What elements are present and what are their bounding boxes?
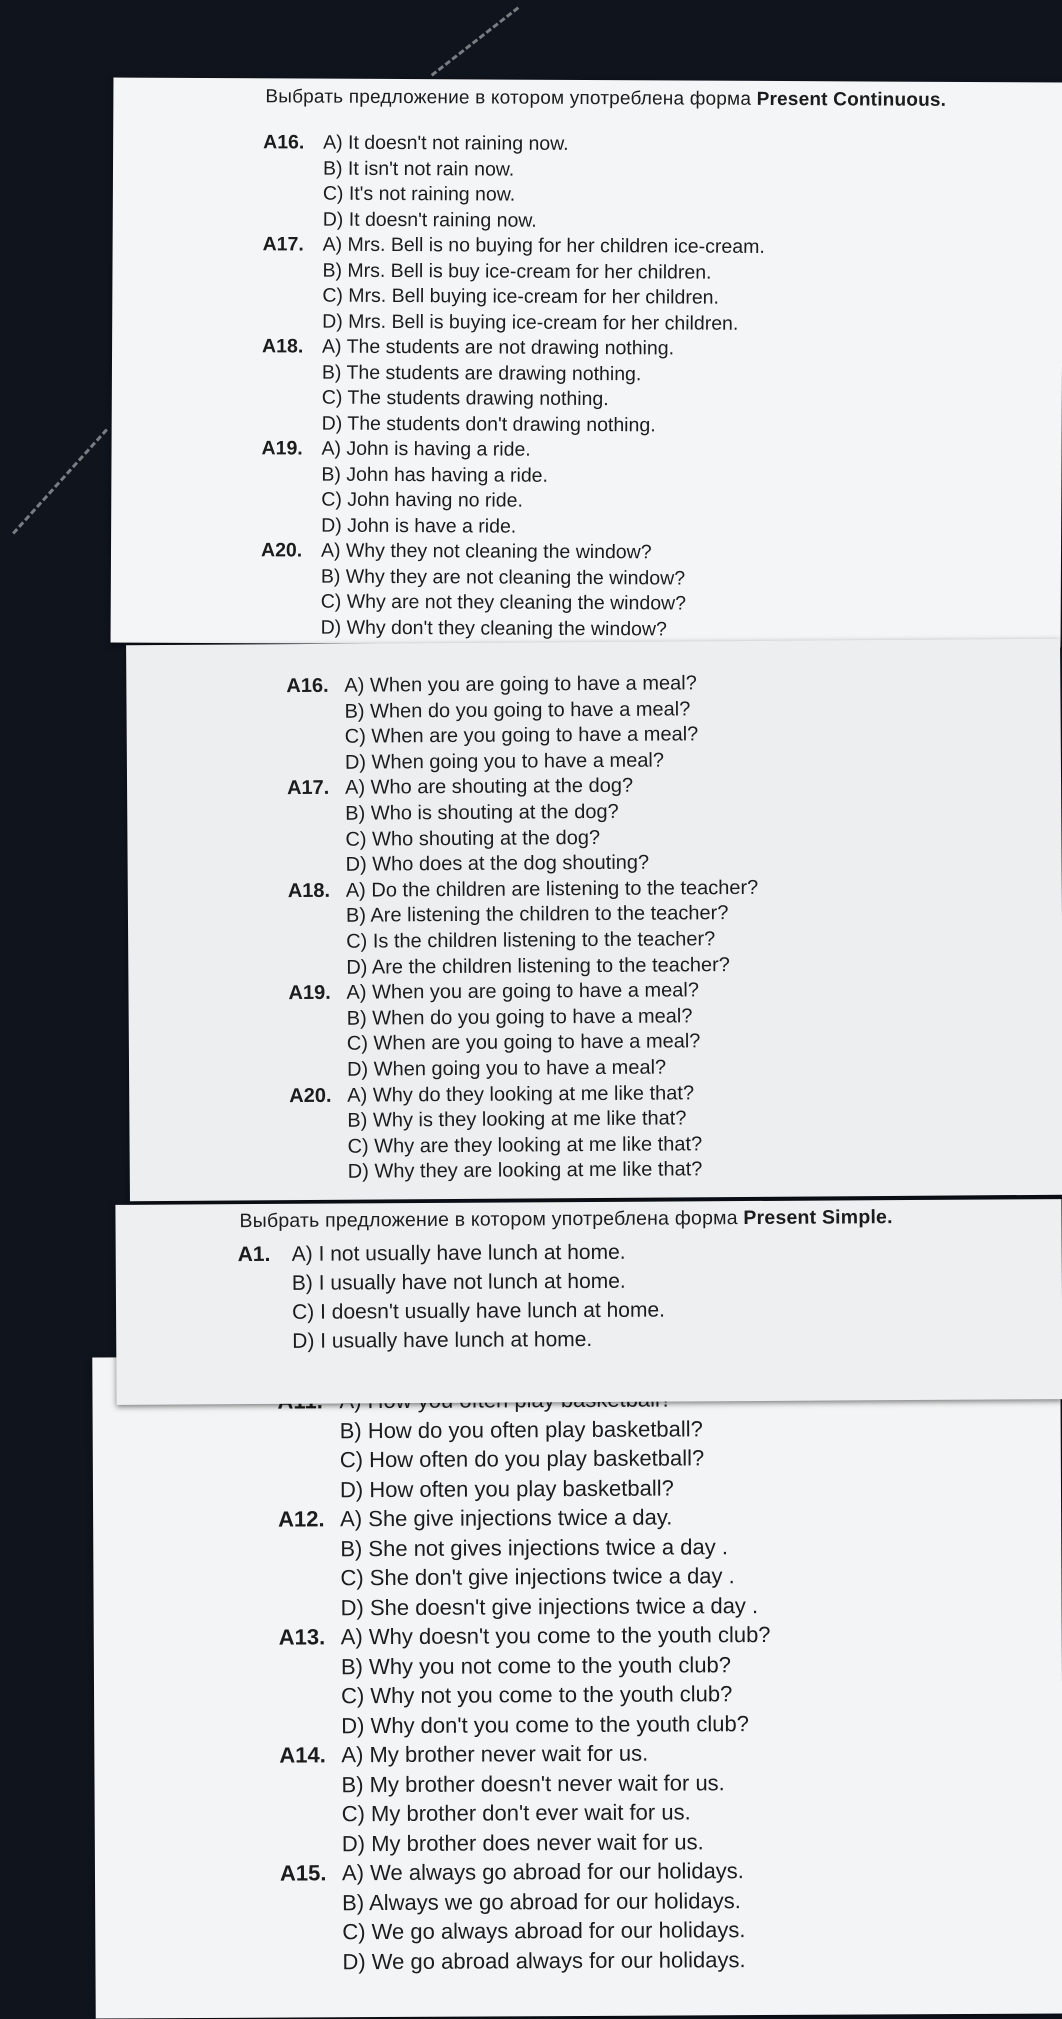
answer-options bbox=[347, 1080, 760, 1185]
answer-option: C) We go always abroad for our holidays. bbox=[342, 1917, 746, 1945]
answer-option: C) She don't give injections twice a day . bbox=[340, 1563, 735, 1591]
answer-option: A) It doesn't not raining now. bbox=[323, 131, 569, 155]
answer-option: D) She doesn't give injections twice a day . bbox=[340, 1592, 759, 1620]
answer-option: C) Why are they looking at me like that? bbox=[347, 1132, 703, 1158]
question-number: A20. bbox=[289, 1084, 332, 1107]
question-number: A16. bbox=[286, 674, 329, 698]
answer-option: C) When are you going to have a meal? bbox=[346, 1030, 701, 1056]
answer-option: B) Who is shouting at the dog? bbox=[345, 800, 619, 825]
answer-options bbox=[344, 671, 757, 776]
answer-option: A) Why they not cleaning the window? bbox=[320, 539, 652, 564]
answer-option: D) Why don't you come to the youth club? bbox=[341, 1710, 750, 1738]
answer-option: C) Who shouting at the dog? bbox=[345, 826, 601, 851]
answer-option: D) Who does at the dog shouting? bbox=[345, 851, 650, 876]
answer-options bbox=[341, 1620, 771, 1740]
answer-option: C) Is the children listening to the teacher? bbox=[346, 928, 716, 953]
question-item bbox=[286, 671, 757, 777]
answer-option: D) When going you to have a meal? bbox=[344, 749, 665, 774]
answer-option: B) When do you going to have a meal? bbox=[344, 697, 691, 723]
answer-option: D) Why they are looking at me like that? bbox=[347, 1158, 703, 1184]
answer-option: B) Why they are not cleaning the window? bbox=[320, 565, 686, 590]
question-item bbox=[287, 773, 758, 879]
question-number: A16. bbox=[263, 131, 305, 154]
answer-option: B) My brother doesn't never wait for us. bbox=[341, 1769, 725, 1797]
answer-option: A) We always go abroad for our holidays. bbox=[341, 1858, 744, 1886]
question-number: A18. bbox=[262, 335, 304, 358]
background-stitching bbox=[12, 428, 108, 534]
answer-option: D) Mrs. Bell is buying ice-cream for her children. bbox=[322, 310, 739, 335]
background-stitching bbox=[431, 6, 520, 76]
heading-text: Выбрать предложение в котором употреблена форма bbox=[239, 1207, 744, 1233]
answer-options bbox=[342, 1856, 772, 1976]
answer-option: A) Why doesn't you come to the youth club? bbox=[340, 1621, 771, 1650]
answer-option: C) It's not raining now. bbox=[322, 182, 516, 206]
answer-options bbox=[341, 1738, 771, 1858]
question-item bbox=[263, 130, 766, 235]
worksheet-page-present-continuous bbox=[111, 78, 1062, 648]
question-number: A19. bbox=[261, 437, 303, 460]
answer-option: A) Do the children are listening to the teacher? bbox=[345, 876, 759, 902]
question-number: A15. bbox=[279, 1860, 327, 1886]
question-item bbox=[261, 436, 764, 541]
answer-option: B) John has having a ride. bbox=[321, 463, 549, 487]
answer-option: D) When going you to have a meal? bbox=[346, 1056, 667, 1081]
section-heading bbox=[265, 86, 946, 112]
answer-option: A) John is having a ride. bbox=[321, 437, 531, 461]
question-number: A13. bbox=[278, 1624, 326, 1650]
answer-option: D) I usually have lunch at home. bbox=[292, 1327, 593, 1353]
answer-option: C) My brother don't ever wait for us. bbox=[341, 1799, 691, 1827]
answer-option: A) Why do they looking at me like that? bbox=[347, 1081, 695, 1107]
heading-tense: Present Simple. bbox=[743, 1206, 893, 1230]
answer-option: D) How often you play basketball? bbox=[339, 1474, 674, 1502]
answer-option: D) The students don't drawing nothing. bbox=[321, 412, 656, 436]
answer-option: B) Mrs. Bell is buy ice-cream for her children. bbox=[322, 259, 712, 284]
question-number: A14. bbox=[279, 1742, 326, 1768]
answer-option: A) When you are going to have a meal? bbox=[344, 672, 697, 697]
answer-option: C) I doesn't usually have lunch at home. bbox=[291, 1298, 666, 1324]
answer-options bbox=[292, 1238, 666, 1356]
answer-option: B) Always we go abroad for our holidays. bbox=[342, 1887, 741, 1915]
question-item bbox=[280, 1856, 772, 1977]
answer-option: B) How do you often play basketball? bbox=[339, 1415, 703, 1443]
question-item bbox=[288, 978, 759, 1084]
question-item bbox=[288, 876, 759, 982]
question-number: A19. bbox=[288, 981, 331, 1005]
answer-options bbox=[346, 876, 759, 981]
answer-option: D) It doesn't raining now. bbox=[322, 208, 537, 232]
answer-option: B) The students are drawing nothing. bbox=[321, 361, 642, 385]
answer-option: B) Are listening the children to the teacher? bbox=[345, 902, 729, 928]
answer-options bbox=[322, 335, 765, 439]
question-item bbox=[279, 1620, 771, 1741]
question-list bbox=[261, 130, 766, 643]
question-item bbox=[238, 1238, 666, 1357]
question-item bbox=[262, 334, 765, 439]
answer-options bbox=[322, 233, 765, 337]
answer-option: D) John is have a ride. bbox=[321, 514, 517, 538]
answer-option: C) The students drawing nothing. bbox=[321, 386, 609, 411]
answer-option: B) It isn't not rain now. bbox=[322, 157, 515, 181]
answer-option: A) Who are shouting at the dog? bbox=[344, 775, 634, 800]
answer-option: A) I not usually have lunch at home. bbox=[291, 1240, 626, 1266]
worksheet-page-present-simple-questions bbox=[92, 1352, 1062, 2018]
question-list bbox=[277, 1384, 772, 1977]
question-list bbox=[286, 671, 760, 1186]
answer-option: C) Why are not they cleaning the window? bbox=[320, 590, 687, 615]
answer-options bbox=[321, 437, 764, 541]
answer-option: D) Are the children listening to the teacher? bbox=[346, 953, 730, 979]
section-heading bbox=[239, 1206, 892, 1233]
question-number: A17. bbox=[262, 233, 304, 256]
answer-option: B) Why is they looking at me like that? bbox=[347, 1107, 687, 1132]
answer-option: A) When you are going to have a meal? bbox=[346, 979, 700, 1004]
question-number: A17. bbox=[286, 777, 330, 800]
question-number: A12. bbox=[278, 1506, 325, 1532]
answer-option: B) I usually have not lunch at home. bbox=[291, 1269, 626, 1295]
answer-options bbox=[321, 539, 764, 643]
question-item bbox=[278, 1502, 770, 1623]
question-number: A20. bbox=[260, 539, 303, 562]
answer-option: A) She give injections twice a day. bbox=[340, 1504, 673, 1532]
answer-option: C) When are you going to have a meal? bbox=[344, 723, 699, 748]
worksheet-page-present-continuous-questions bbox=[126, 639, 1062, 1202]
answer-option: C) How often do you play basketball? bbox=[339, 1445, 705, 1473]
answer-option: A) My brother never wait for us. bbox=[341, 1740, 649, 1768]
answer-option: C) Why not you come to the youth club? bbox=[340, 1681, 733, 1709]
answer-option: C) Mrs. Bell buying ice-cream for her children. bbox=[322, 284, 720, 309]
question-number: A1. bbox=[237, 1242, 271, 1267]
answer-option: A) The students are not drawing nothing. bbox=[322, 335, 675, 360]
question-item bbox=[261, 538, 764, 643]
answer-option: B) When do you going to have a meal? bbox=[346, 1005, 693, 1030]
question-item bbox=[279, 1738, 771, 1859]
answer-options bbox=[345, 773, 758, 878]
answer-option: A) Mrs. Bell is no buying for her children ice-cream. bbox=[322, 233, 765, 258]
answer-option: D) My brother does never wait for us. bbox=[341, 1828, 704, 1856]
answer-options bbox=[323, 131, 766, 235]
worksheet-page-present-simple bbox=[115, 1199, 1062, 1405]
answer-option: B) She not gives injections twice a day . bbox=[340, 1533, 728, 1561]
answer-option: D) We go abroad always for our holidays. bbox=[342, 1946, 746, 1974]
heading-tense: Present Continuous. bbox=[756, 88, 947, 111]
answer-options bbox=[346, 978, 759, 1083]
question-list bbox=[238, 1238, 666, 1357]
answer-option: C) John having no ride. bbox=[321, 488, 523, 512]
question-item bbox=[262, 232, 765, 337]
answer-option: D) Why don't they cleaning the window? bbox=[320, 616, 667, 640]
question-item bbox=[289, 1080, 760, 1186]
answer-options bbox=[340, 1502, 770, 1622]
question-number: A18. bbox=[287, 879, 331, 902]
heading-text: Выбрать предложение в котором употреблена форма bbox=[265, 86, 757, 110]
answer-option: B) Why you not come to the youth club? bbox=[340, 1651, 732, 1679]
